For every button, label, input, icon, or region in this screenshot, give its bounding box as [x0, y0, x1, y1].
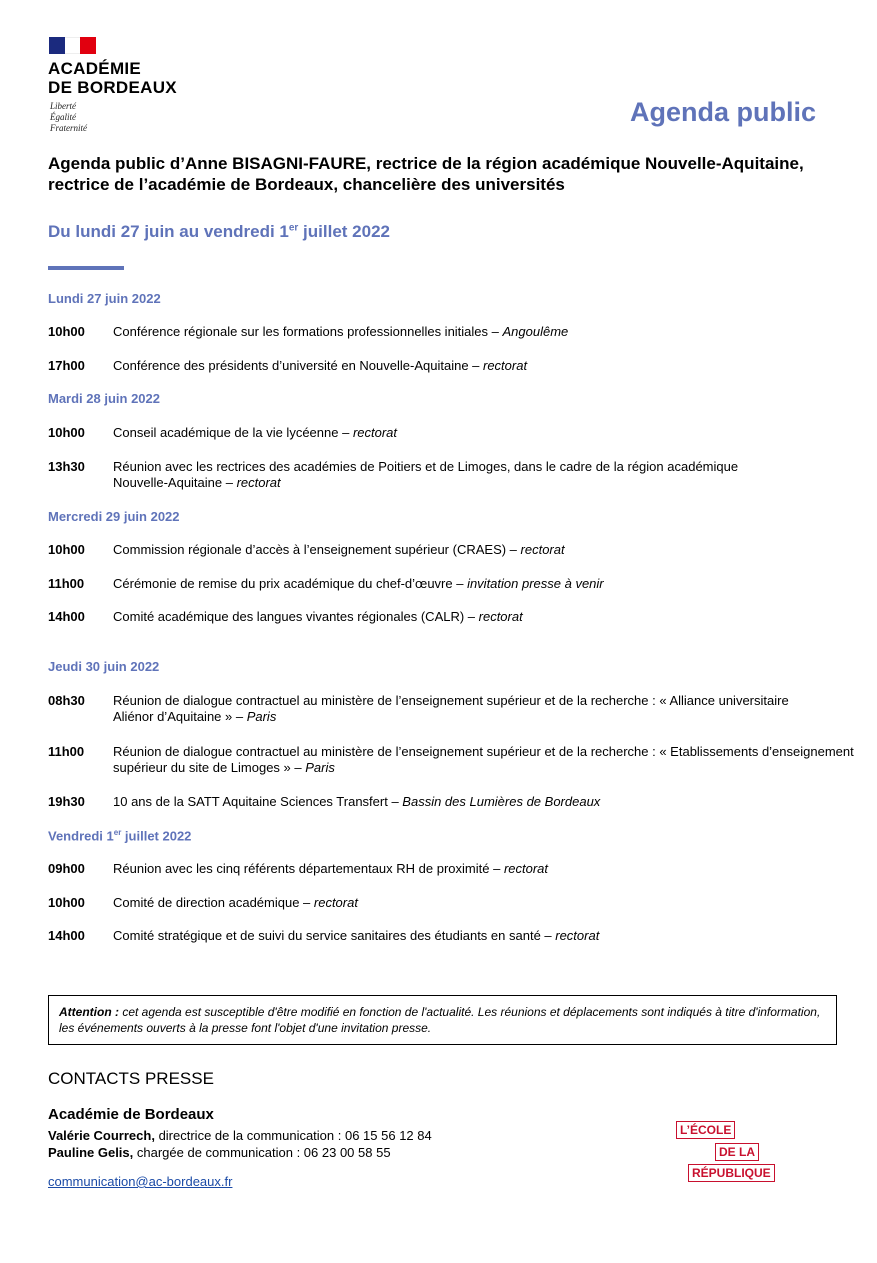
- event-location: invitation presse à venir: [467, 576, 604, 591]
- event-location: rectorat: [520, 542, 565, 557]
- contact-detail: directrice de la communication : 06 15 56 12 84: [154, 1128, 432, 1143]
- week-prefix: Du lundi 27 juin au vendredi 1: [48, 222, 289, 241]
- event-description: Conférence des présidents d’université en Nouvelle-Aquitaine – rectorat: [113, 358, 528, 373]
- event-description: Réunion avec les rectrices des académies de Poitiers et de Limoges, dans le cadre de la région académique Nouvelle-Aquitaine – rectorat: [113, 459, 739, 490]
- agenda-event: [48, 895, 877, 911]
- motto-egalite: Égalité: [50, 112, 76, 122]
- event-description: Comité de direction académique – rectorat: [113, 895, 358, 910]
- event-location: Angoulême: [502, 324, 569, 339]
- event-time: 11h00: [48, 744, 85, 759]
- org-name: [48, 59, 177, 97]
- event-location: rectorat: [483, 358, 528, 373]
- republic-motto: [50, 101, 87, 134]
- document-title: Agenda public d’Anne BISAGNI-FAURE, rectrice de la région académique Nouvelle-Aquitaine, rectrice de l’académie de Bordeaux, chancelière des universités: [48, 154, 804, 194]
- agenda-event: [48, 693, 828, 725]
- event-description: Conseil académique de la vie lycéenne – rectorat: [113, 425, 398, 440]
- notice-text: cet agenda est susceptible d'être modifié en fonction de l'actualité. Les réunions et déplacements sont indiqués à titre d'information, les événements ouverts à la presse font l'objet d'une invitation presse.: [59, 1005, 821, 1035]
- agenda-event: [48, 425, 877, 441]
- org-line-1: ACADÉMIE: [48, 59, 142, 78]
- agenda-event: [48, 861, 877, 877]
- event-description: Conférence régionale sur les formations professionnelles initiales – Angoulême: [113, 324, 569, 339]
- event-location: rectorat: [555, 928, 600, 943]
- event-description: Réunion avec les cinq référents départementaux RH de proximité – rectorat: [113, 861, 549, 876]
- contact-name: Valérie Courrech,: [48, 1128, 155, 1143]
- notice-label: Attention :: [59, 1005, 119, 1019]
- motto-fraternite: Fraternité: [50, 123, 87, 133]
- day-heading: Jeudi 30 juin 2022: [48, 659, 160, 674]
- event-description: Réunion de dialogue contractuel au ministère de l’enseignement supérieur et de la recherche : « Etablissements d’enseignement supérieur du site de Limoges » – Paris: [113, 744, 854, 775]
- contact-name: Pauline Gelis,: [48, 1145, 134, 1160]
- event-description: Cérémonie de remise du prix académique du chef-d’œuvre – invitation presse à venir: [113, 576, 604, 591]
- event-time: 08h30: [48, 693, 85, 708]
- agenda-event: [48, 744, 877, 776]
- day-heading: Lundi 27 juin 2022: [48, 291, 161, 306]
- org-line-2: DE BORDEAUX: [48, 78, 177, 97]
- contacts-org: Académie de Bordeaux: [48, 1106, 214, 1123]
- event-time: 13h30: [48, 459, 85, 474]
- event-time: 09h00: [48, 861, 85, 876]
- event-location: rectorat: [478, 609, 523, 624]
- agenda-event: [48, 576, 877, 592]
- contacts-heading: CONTACTS PRESSE: [48, 1069, 214, 1088]
- section-title: Agenda public: [629, 97, 816, 127]
- event-description: Réunion de dialogue contractuel au ministère de l’enseignement supérieur et de la recherche : « Alliance universitaire Aliénor d’Aquitaine » – Paris: [113, 693, 789, 724]
- event-time: 19h30: [48, 794, 85, 809]
- event-time: 10h00: [48, 895, 85, 910]
- day-heading: Mercredi 29 juin 2022: [48, 509, 180, 524]
- event-time: 14h00: [48, 609, 85, 624]
- agenda-event: [48, 609, 877, 625]
- agenda-event: [48, 794, 877, 810]
- week-sup: er: [288, 222, 299, 234]
- event-location: rectorat: [236, 475, 281, 490]
- republic-flag-logo: [49, 37, 96, 54]
- agenda-event: [48, 358, 877, 374]
- event-location: Bassin des Lumières de Bordeaux: [402, 794, 601, 809]
- contact-person: [48, 1145, 391, 1160]
- event-time: 10h00: [48, 324, 85, 339]
- event-time: 10h00: [48, 425, 85, 440]
- event-location: rectorat: [503, 861, 549, 876]
- event-description: Comité académique des langues vivantes régionales (CALR) – rectorat: [113, 609, 523, 624]
- accent-divider: [48, 266, 124, 270]
- motto-liberte: Liberté: [50, 101, 76, 111]
- ecole-logo-line-2: DE LA: [715, 1143, 759, 1161]
- day-heading: Vendredi 1er juillet 2022: [48, 828, 192, 844]
- agenda-event: [48, 324, 877, 340]
- agenda-event: [48, 459, 748, 491]
- ecole-logo-line-3: RÉPUBLIQUE: [688, 1164, 775, 1182]
- ecole-republique-logo: [676, 1119, 798, 1185]
- event-time: 10h00: [48, 542, 85, 557]
- event-location: Paris: [246, 709, 277, 724]
- contact-email-link[interactable]: communication@ac-bordeaux.fr: [48, 1174, 233, 1189]
- agenda-event: [48, 542, 877, 558]
- agenda-event: [48, 928, 877, 944]
- event-time: 11h00: [48, 576, 85, 591]
- ecole-logo-line-1: L’ÉCOLE: [676, 1121, 735, 1139]
- event-location: Paris: [305, 760, 335, 775]
- event-location: rectorat: [313, 895, 358, 910]
- day-heading: Mardi 28 juin 2022: [48, 391, 160, 406]
- event-location: rectorat: [352, 425, 398, 440]
- event-time: 14h00: [48, 928, 85, 943]
- notice-box: [48, 995, 837, 1045]
- contact-person: [48, 1128, 432, 1143]
- contact-detail: chargée de communication : 06 23 00 58 55: [133, 1145, 391, 1160]
- week-range: [48, 222, 390, 242]
- event-time: 17h00: [48, 358, 85, 373]
- event-description: Comité stratégique et de suivi du service sanitaires des étudiants en santé – rectorat: [113, 928, 600, 943]
- event-description: 10 ans de la SATT Aquitaine Sciences Transfert – Bassin des Lumières de Bordeaux: [113, 794, 601, 809]
- week-suffix: juillet 2022: [298, 222, 390, 241]
- event-description: Commission régionale d’accès à l’enseignement supérieur (CRAES) – rectorat: [113, 542, 565, 557]
